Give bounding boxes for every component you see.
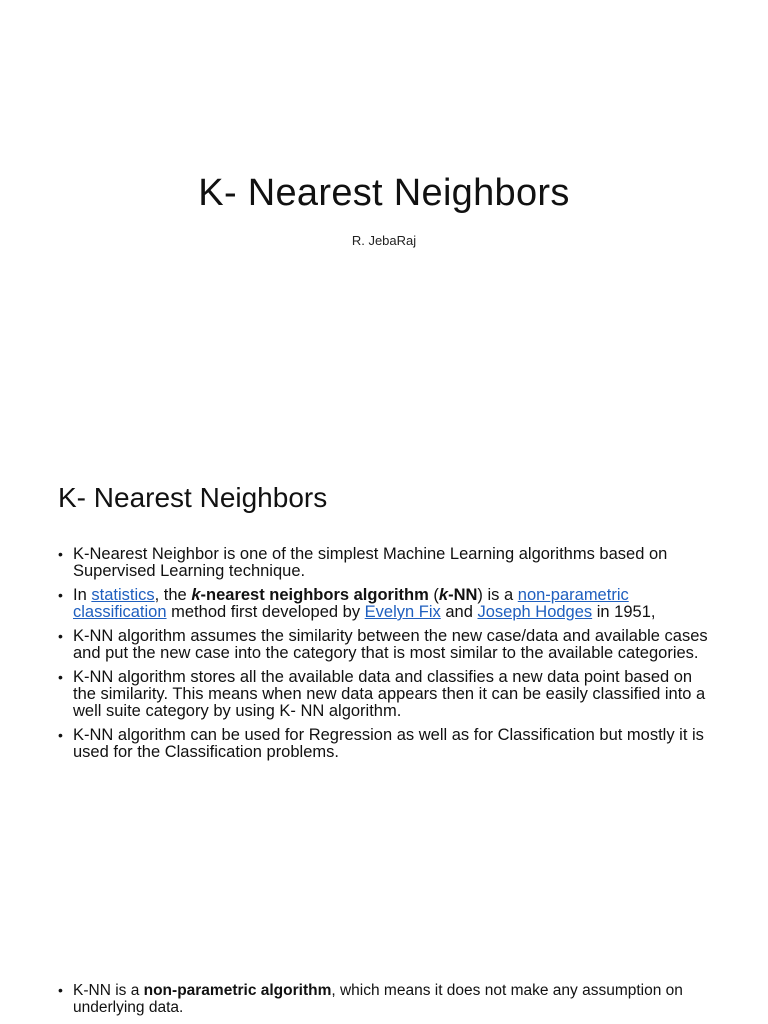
text-run: , the [154,586,192,604]
text-run: K-NN is a [73,982,144,999]
bold-run: -nearest neighbors algorithm [200,586,429,604]
link-joseph-hodges[interactable]: Joseph Hodges [477,603,593,621]
bullet-item [58,982,708,1016]
link-evelyn-fix[interactable]: Evelyn Fix [364,603,441,621]
bullet-item-links [58,587,708,621]
italic-k: k [438,586,449,604]
text-run: ) is a [477,586,518,604]
content-slide [0,430,768,940]
italic-k: k [191,586,201,604]
link-classification[interactable]: classification [73,603,167,621]
title-slide [0,0,768,430]
text-run: method first developed by [166,603,365,621]
text-run: and [440,603,478,621]
slide-heading: K- Nearest Neighbors [58,482,328,513]
bullet-item: • K-Nearest Neighbor is one of the simplest Machine Learning algorithms based on Supervised Learning technique. [58,546,708,580]
bullet-list [58,546,708,768]
link-non-parametric[interactable]: non-parametric [517,586,629,604]
bold-term [191,586,428,604]
bullet-list [58,982,708,1023]
text-run: ( [428,586,439,604]
bold-term: non-parametric algorithm [143,982,332,999]
content-slide-partial [0,940,768,1024]
bold-run: -NN [448,586,478,604]
text-run: in 1951, [592,603,656,621]
bold-acronym [439,586,478,604]
bullet-item: • K-NN algorithm assumes the similarity between the new case/data and available cases and put the new case into the category that is most similar to the available categories. [58,628,708,662]
text-run: In [73,586,92,604]
link-statistics[interactable]: statistics [91,586,155,604]
author-name: R. JebaRaj [351,233,417,248]
text-run: , which means it does not make any assumption on underlying data. [73,982,683,1016]
bullet-item: • K-NN algorithm can be used for Regression as well as for Classification but mostly it is used for the Classification problems. [58,727,708,761]
slide-title: K- Nearest Neighbors [198,172,570,214]
bullet-item: • K-NN algorithm stores all the available data and classifies a new data point based on the similarity. This means when new data appears then it can be easily classified into a well suite category by using K- NN algorithm. [58,669,708,720]
